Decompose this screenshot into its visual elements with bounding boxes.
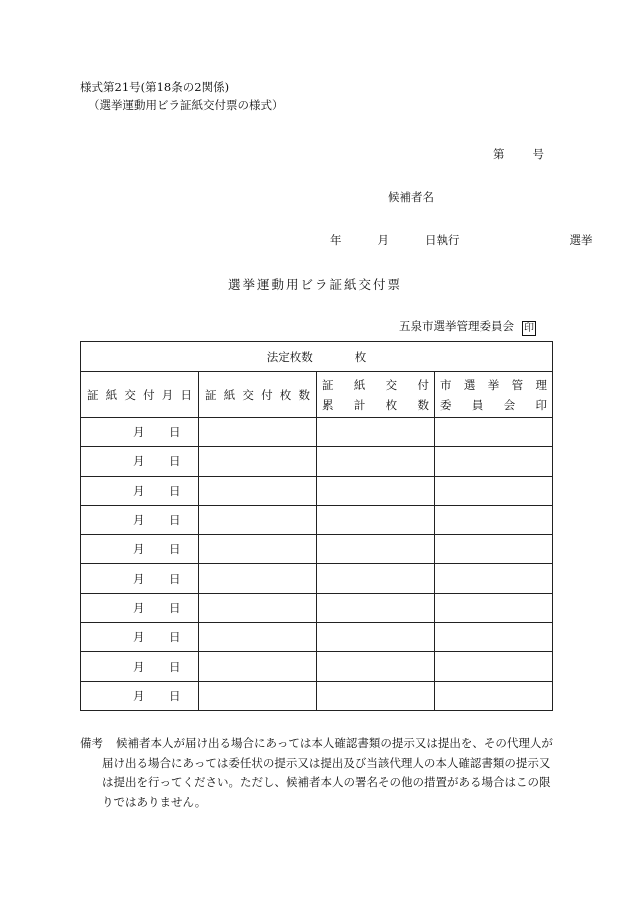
cumulative-count-cell[interactable]	[317, 593, 435, 622]
commission-seal-cell[interactable]	[435, 418, 553, 447]
legal-count-unit: 枚	[354, 349, 367, 364]
table-row	[81, 564, 553, 593]
issue-date-cell[interactable]	[81, 476, 199, 505]
issue-date-cell[interactable]	[81, 623, 199, 652]
day-label: 日	[169, 513, 181, 528]
commission-seal-cell[interactable]	[435, 623, 553, 652]
header-cumulative-char: 計	[353, 397, 366, 412]
month-label: 月	[133, 600, 145, 615]
commission-seal-cell[interactable]	[435, 447, 553, 476]
issue-count-cell[interactable]	[199, 593, 317, 622]
header-issue-count-char: 数	[298, 387, 310, 402]
issue-count-cell[interactable]	[199, 623, 317, 652]
election-day-label: 日執行	[425, 233, 460, 247]
day-label: 日	[169, 600, 181, 615]
issue-date-cell[interactable]	[81, 593, 199, 622]
table-row	[81, 652, 553, 681]
seal-stamp: 印	[524, 323, 534, 334]
day-label: 日	[169, 425, 181, 440]
cumulative-count-cell[interactable]	[317, 418, 435, 447]
table-row	[81, 476, 553, 505]
header-issue-date-char: 証	[87, 387, 99, 402]
election-year-label: 年	[330, 233, 342, 247]
header-seal-char: 挙	[487, 377, 500, 392]
month-label: 月	[133, 688, 145, 703]
issue-record-table	[80, 341, 553, 711]
header-cumulative-char: 交	[385, 377, 398, 392]
issue-date-cell[interactable]	[81, 418, 199, 447]
header-seal-char: 印	[535, 397, 547, 412]
issue-date-cell[interactable]	[81, 681, 199, 710]
month-label: 月	[133, 454, 145, 469]
month-label: 月	[133, 571, 145, 586]
cumulative-count-cell[interactable]	[317, 447, 435, 476]
header-issue-date-char: 交	[124, 387, 136, 402]
issue-date-cell[interactable]	[81, 447, 199, 476]
header-seal-char: 員	[471, 397, 484, 412]
header-seal-char: 市	[440, 377, 452, 392]
table-row	[81, 593, 553, 622]
issuer-name: 五泉市選挙管理委員会	[399, 319, 514, 333]
day-label: 日	[169, 454, 181, 469]
header-cumulative-char: 累	[322, 397, 334, 412]
issue-count-cell[interactable]	[199, 535, 317, 564]
header-seal-char: 選	[463, 377, 476, 392]
day-label: 日	[169, 483, 181, 498]
header-seal-char: 管	[511, 377, 524, 392]
table-row	[81, 505, 553, 534]
month-label: 月	[133, 659, 145, 674]
cumulative-count-cell[interactable]	[317, 681, 435, 710]
day-label: 日	[169, 659, 181, 674]
day-label: 日	[169, 571, 181, 586]
header-issue-date	[81, 372, 199, 418]
header-cumulative-char: 証	[322, 377, 334, 392]
commission-seal-cell[interactable]	[435, 505, 553, 534]
header-cumulative-count	[317, 372, 435, 418]
header-issue-date-char: 月	[161, 387, 174, 402]
table-row	[81, 447, 553, 476]
issue-count-cell[interactable]	[199, 447, 317, 476]
table-row	[81, 623, 553, 652]
remarks-text: 候補者本人が届け出る場合にあっては本人確認書類の提示又は提出を、その代理人が届け出る場合にあっては委任状の提示又は提出及び当該代理人の本人確認書類の提示又は提出を行ってください。ただし、候補者本人の署名その他の措置がある場合はこの限りではありません。	[102, 736, 553, 809]
remarks-label: 備考	[80, 736, 103, 750]
issue-count-cell[interactable]	[199, 418, 317, 447]
header-issue-count	[199, 372, 317, 418]
month-label: 月	[133, 483, 145, 498]
election-month-label: 月	[377, 233, 389, 247]
table-row	[81, 681, 553, 710]
cumulative-count-cell[interactable]	[317, 652, 435, 681]
table-row	[81, 418, 553, 447]
issue-date-cell[interactable]	[81, 505, 199, 534]
header-issue-count-char: 付	[261, 387, 273, 402]
header-cumulative-char: 数	[417, 397, 429, 412]
header-issue-count-char: 紙	[223, 387, 236, 402]
cumulative-count-cell[interactable]	[317, 564, 435, 593]
candidate-name-label: 候補者名	[388, 190, 434, 204]
cumulative-count-cell[interactable]	[317, 505, 435, 534]
commission-seal-cell[interactable]	[435, 476, 553, 505]
table-row	[81, 535, 553, 564]
header-issue-count-char: 証	[205, 387, 217, 402]
document-title: 選挙運動用ビラ証紙交付票	[227, 277, 402, 292]
header-seal-char: 理	[535, 377, 547, 392]
header-issue-date-char: 付	[143, 387, 155, 402]
day-label: 日	[169, 688, 181, 703]
cumulative-count-cell[interactable]	[317, 476, 435, 505]
cumulative-count-cell[interactable]	[317, 623, 435, 652]
cumulative-count-cell[interactable]	[317, 535, 435, 564]
issue-count-cell[interactable]	[199, 564, 317, 593]
table-header-row	[81, 372, 553, 418]
legal-count-row	[81, 342, 553, 372]
commission-seal-cell[interactable]	[435, 593, 553, 622]
header-issue-count-char: 交	[242, 387, 254, 402]
legal-count-cell	[81, 342, 553, 372]
month-label: 月	[133, 630, 145, 645]
remarks	[80, 734, 555, 812]
day-label: 日	[169, 542, 181, 557]
form-number: 様式第21号(第18条の2関係)	[80, 80, 230, 94]
day-label: 日	[169, 630, 181, 645]
month-label: 月	[133, 542, 145, 557]
header-issue-date-char: 紙	[105, 387, 118, 402]
header-commission-seal	[435, 372, 553, 418]
issue-count-cell[interactable]	[199, 476, 317, 505]
issue-count-cell[interactable]	[199, 505, 317, 534]
commission-seal-cell[interactable]	[435, 681, 553, 710]
commission-seal-cell[interactable]	[435, 564, 553, 593]
header-seal-char: 委	[440, 397, 452, 412]
commission-seal-cell[interactable]	[435, 535, 553, 564]
issue-date-cell[interactable]	[81, 535, 199, 564]
header-cumulative-char: 紙	[353, 377, 366, 392]
election-name-label: 選挙	[569, 233, 593, 247]
issue-date-cell[interactable]	[81, 564, 199, 593]
header-cumulative-char: 枚	[385, 397, 398, 412]
legal-count-label: 法定枚数	[266, 349, 313, 364]
doc-number-suffix: 号	[532, 147, 544, 161]
issue-date-cell[interactable]	[81, 652, 199, 681]
header-cumulative-char: 付	[417, 377, 429, 392]
issuer	[399, 318, 536, 336]
doc-number-prefix: 第	[493, 147, 505, 161]
issue-count-cell[interactable]	[199, 681, 317, 710]
header-seal-char: 会	[503, 397, 516, 412]
election-date-line	[330, 232, 593, 248]
issue-count-cell[interactable]	[199, 652, 317, 681]
header-issue-count-char: 枚	[279, 387, 292, 402]
form-subtitle: （選挙運動用ビラ証紙交付票の様式）	[88, 98, 284, 112]
month-label: 月	[133, 425, 145, 440]
month-label: 月	[133, 513, 145, 528]
header-issue-date-char: 日	[180, 387, 192, 402]
commission-seal-cell[interactable]	[435, 652, 553, 681]
document-number	[493, 146, 544, 162]
